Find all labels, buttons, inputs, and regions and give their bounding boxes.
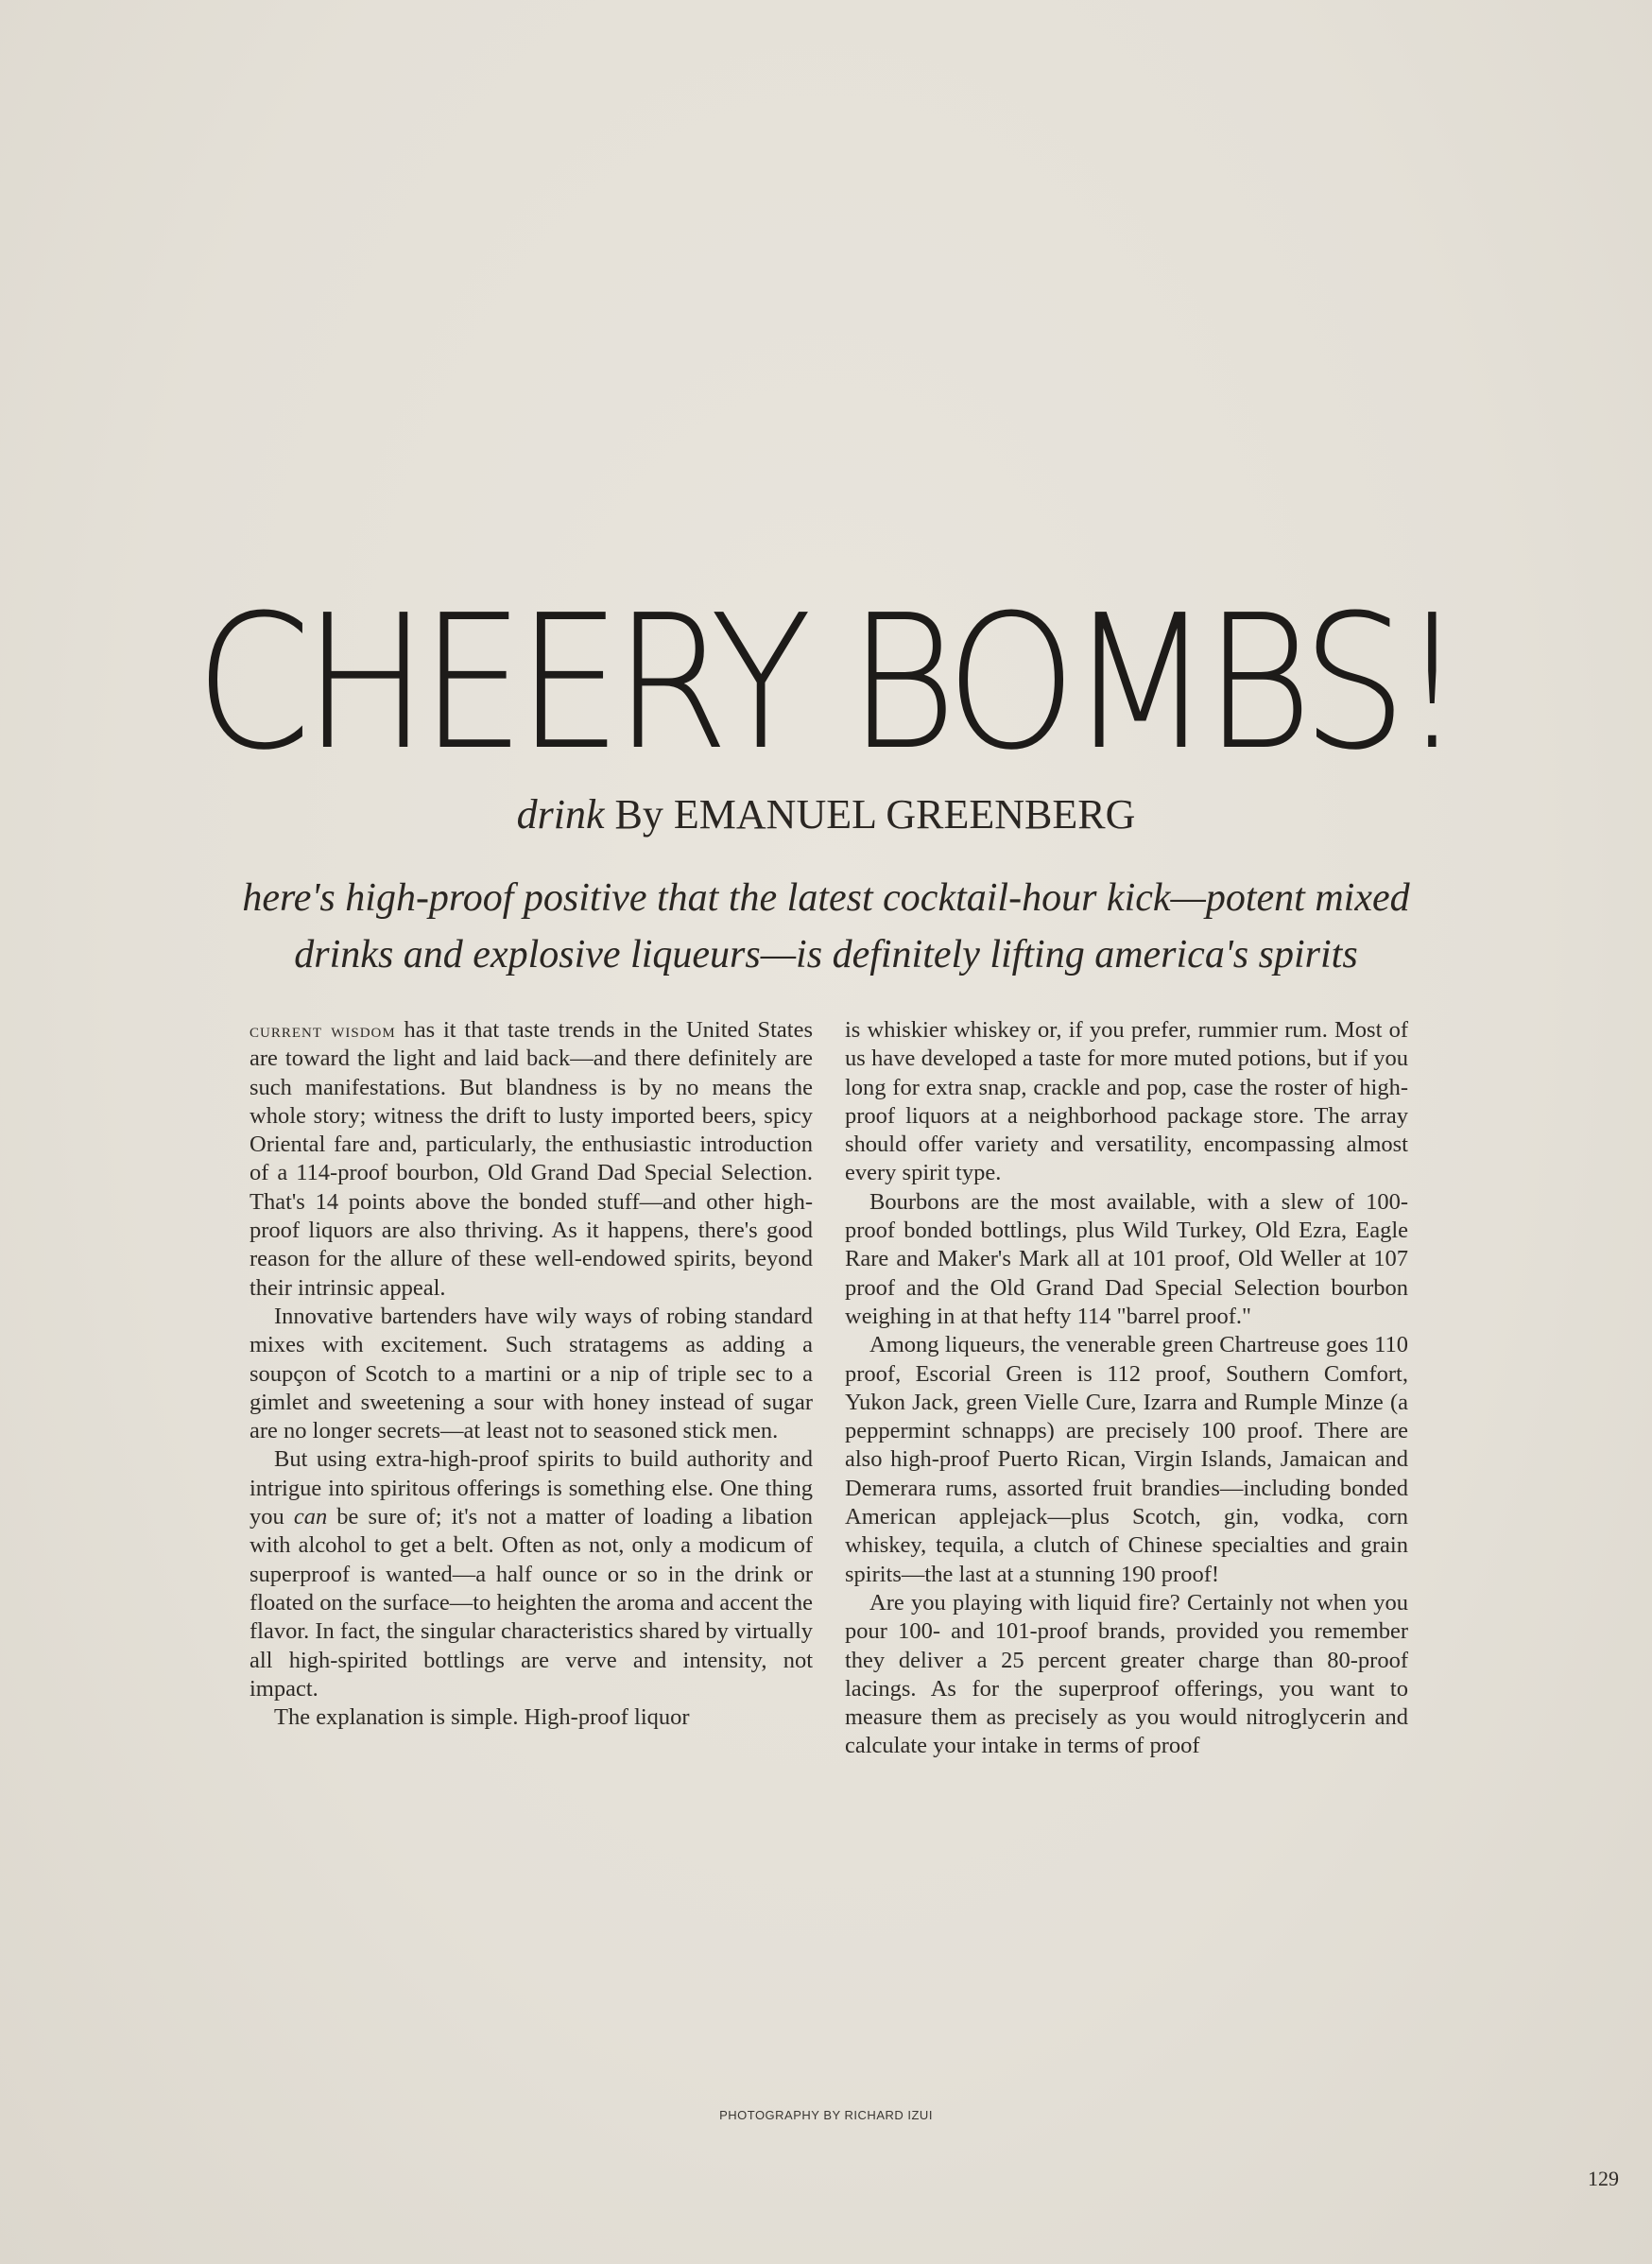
lead-in: current wisdom: [250, 1018, 396, 1042]
body-paragraph: [250, 1016, 813, 1303]
paragraph-text: But using extra-high-proof spirits to build authority and intrigue into spiritous offerings is something else. One thing you: [250, 1446, 813, 1530]
deck-line-1: here's high-proof positive that the latest cocktail-hour kick—potent mixed: [242, 876, 1410, 920]
paragraph-text: has it that taste trends in the United States are toward the light and laid back—and there definitely are such manifestations. But blandness is by no means the whole story; witness the drift to lusty imported beers, spicy Oriental fare and, particularly, the enthusiastic introduction of a 114-proof bourbon, Old Grand Dad Special Selection. That's 14 points above the bonded stuff—and other high-proof liquors are also thriving. As it happens, there's good reason for the allure of these well-endowed spirits, beyond their intrinsic appeal.: [250, 1017, 813, 1301]
article-title: CHEERY BOMBS!: [195, 576, 1457, 791]
body-paragraph: Are you playing with liquid fire? Certainly not when you pour 100- and 101-proof brands, provided you remember they deliver a 25 percent greater charge than 80-proof lacings. As for the superproof offerings, you want to measure them as precisely as you would nitroglycerin and calculate your intake in terms of proof: [845, 1589, 1408, 1759]
emphasis: can: [293, 1504, 328, 1530]
paragraph-text: be sure of; it's not a matter of loading a libation with alcohol to get a belt. Often as not, only a modicum of superproof is wanted—a half ounce or so in the drink or floated on the surface—to heighten the aroma and accent the flavor. In fact, the singular characteristics shared by virtually all high-spirited bottlings are verve and intensity, not impact.: [250, 1504, 814, 1702]
body-paragraph: Among liqueurs, the venerable green Chartreuse goes 110 proof, Escorial Green is 112 proof, Southern Comfort, Yukon Jack, green Vielle Cure, Izarra and Rumple Minze (a peppermint schnapps) are precisely 100 proof. There are also high-proof Puerto Rican, Virgin Islands, Jamaican and Demerara rums, assorted fruit brandies—including bonded American applejack—plus Scotch, gin, vodka, corn whiskey, tequila, a clutch of Chinese specialties and grain spirits—the last at a stunning 190 proof!: [845, 1332, 1408, 1587]
deck-line-2: drinks and explosive liqueurs—is definitely lifting america's spirits: [294, 933, 1358, 976]
photo-credit: PHOTOGRAPHY BY RICHARD IZUI: [719, 2108, 933, 2122]
body-paragraph: Innovative bartenders have wily ways of robing standard mixes with excitement. Such stratagems as adding a soupçon of Scotch to a martini or a nip of triple sec to a gimlet and sweetening a sour with honey instead of sugar are no longer secrets—at least not to seasoned stick men.: [250, 1303, 813, 1444]
body-column-left: [250, 1016, 813, 1732]
section-kicker: drink: [516, 791, 605, 838]
article-deck: [0, 870, 1652, 983]
body-paragraph: Bourbons are the most available, with a slew of 100-proof bonded bottlings, plus Wild Turkey, Old Ezra, Eagle Rare and Maker's Mark all at 101 proof, Old Weller at 107 proof and the Old Grand Dad Special Selection bourbon weighing in at that hefty 114 "barrel proof.": [845, 1188, 1408, 1329]
body-paragraph: [250, 1445, 813, 1703]
author-name: By EMANUEL GREENBERG: [614, 791, 1136, 838]
page-number: 129: [1588, 2167, 1619, 2190]
body-paragraph: is whiskier whiskey or, if you prefer, rummier rum. Most of us have developed a taste for more muted potions, but if you long for extra snap, crackle and pop, case the roster of high-proof liquors at a neighborhood package store. The array should offer variety and versatility, encompassing almost every spirit type.: [845, 1017, 1408, 1186]
body-paragraph: The explanation is simple. High-proof liquor: [274, 1704, 690, 1731]
body-column-right: [845, 1016, 1408, 1761]
byline: [0, 789, 1652, 840]
